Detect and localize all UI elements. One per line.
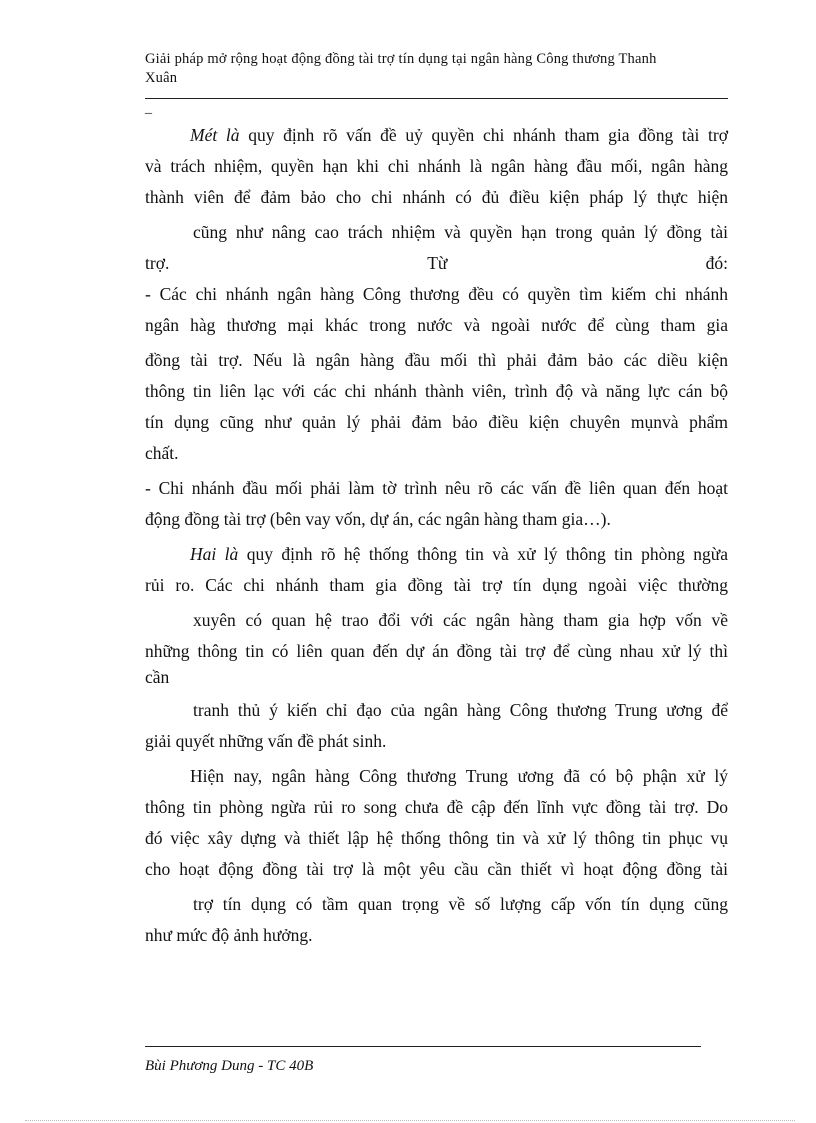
- paragraph-5-line-3: đó việc xây dựng và thiết lập hệ thống thông tin và xử lý thông tin phục vụ: [145, 828, 728, 848]
- header-title-line-1: Giải pháp mở rộng hoạt động đồng tài trợ tín dụng tại ngân hàng Công thương Thanh: [145, 51, 657, 67]
- document-body: [145, 120, 728, 951]
- paragraph-1-line-1: Mét là quy định rõ vấn đề uỷ quyền chi nhánh tham gia đồng tài trợ: [190, 125, 728, 145]
- page-header: [145, 50, 715, 88]
- paragraph-3-line-1: - Chi nhánh đầu mối phải làm tờ trình nêu rõ các vấn đề liên quan đến hoạt: [145, 478, 728, 498]
- paragraph-4-line-3: xuyên có quan hệ trao đổi với các ngân hàng tham gia hợp vốn về: [193, 610, 728, 630]
- paragraph-1-line-4: cũng như nâng cao trách nhiệm và quyền hạn trong quản lý đồng tài: [193, 222, 728, 242]
- paragraph-3-line-2: động đồng tài trợ (bên vay vốn, dự án, các ngân hàng tham gia…).: [145, 509, 611, 529]
- paragraph-2-line-3: đồng tài trợ. Nếu là ngân hàng đầu mối thì phải đảm bảo các diều kiện: [145, 350, 728, 370]
- paragraph-2-line-4: thông tin liên lạc với các chi nhánh thành viên, trình độ và năng lực cán bộ: [145, 381, 728, 401]
- page-bottom-border: [25, 1120, 795, 1121]
- paragraph-5-line-4: cho hoạt động đồng tài trợ là một yêu cầu cần thiết vì hoạt động đồng tài: [145, 859, 728, 879]
- footer-rule: [145, 1046, 701, 1047]
- paragraph-5-line-6: như mức độ ảnh hưởng.: [145, 925, 313, 945]
- paragraph-4-line-4: những thông tin có liên quan đến dự án đồng tài trợ để cùng nhau xử lý thì: [145, 641, 728, 661]
- paragraph-4-line-5: cần: [145, 667, 170, 687]
- paragraph-5-line-2: thông tin phòng ngừa rủi ro song chưa đề cập đến lĩnh vực đồng tài trợ. Do: [145, 797, 728, 817]
- paragraph-1-line-2: và trách nhiệm, quyền hạn khi chi nhánh là ngân hàng đầu mối, ngân hàng: [145, 156, 728, 176]
- paragraph-2-line-1: - Các chi nhánh ngân hàng Công thương đều có quyền tìm kiếm chi nhánh: [145, 284, 728, 304]
- paragraph-4-line-7: giải quyết những vấn đề phát sinh.: [145, 731, 387, 751]
- paragraph-2-line-5: tín dụng cũng như quản lý phải đảm bảo điều kiện chuyên mụnvà phẩm: [145, 412, 728, 432]
- paragraph-2-line-6: chất.: [145, 443, 179, 463]
- paragraph-4-line-2: rủi ro. Các chi nhánh tham gia đồng tài trợ tín dụng ngoài việc thường: [145, 575, 728, 595]
- header-dash: _: [145, 101, 152, 116]
- paragraph-4-line-6: tranh thủ ý kiến chỉ đạo của ngân hàng Công thương Trung ương để: [193, 700, 728, 720]
- paragraph-2-line-2: ngân hàg thương mại khác trong nước và ngoài nước để cùng tham gia: [145, 315, 728, 335]
- paragraph-4-line-1: Hai là quy định rõ hệ thống thông tin và xử lý thông tin phòng ngừa: [190, 544, 728, 564]
- paragraph-1-line-5: trợ. Từ đó:: [145, 253, 729, 273]
- page-footer: Bùi Phương Dung - TC 40B: [145, 1058, 314, 1074]
- paragraph-1-line-3: thành viên để đảm bảo cho chi nhánh có đủ điều kiện pháp lý thực hiện: [145, 187, 728, 207]
- paragraph-5-line-1: Hiện nay, ngân hàng Công thương Trung ương đã có bộ phận xử lý: [190, 766, 728, 786]
- header-title-line-2: Xuân: [145, 70, 178, 86]
- paragraph-5-line-5: trợ tín dụng có tầm quan trọng về số lượng cấp vốn tín dụng cũng: [193, 894, 728, 914]
- header-rule: [145, 98, 728, 99]
- paragraph-1-lead: Mét là: [190, 125, 240, 145]
- paragraph-4-lead: Hai là: [190, 544, 239, 564]
